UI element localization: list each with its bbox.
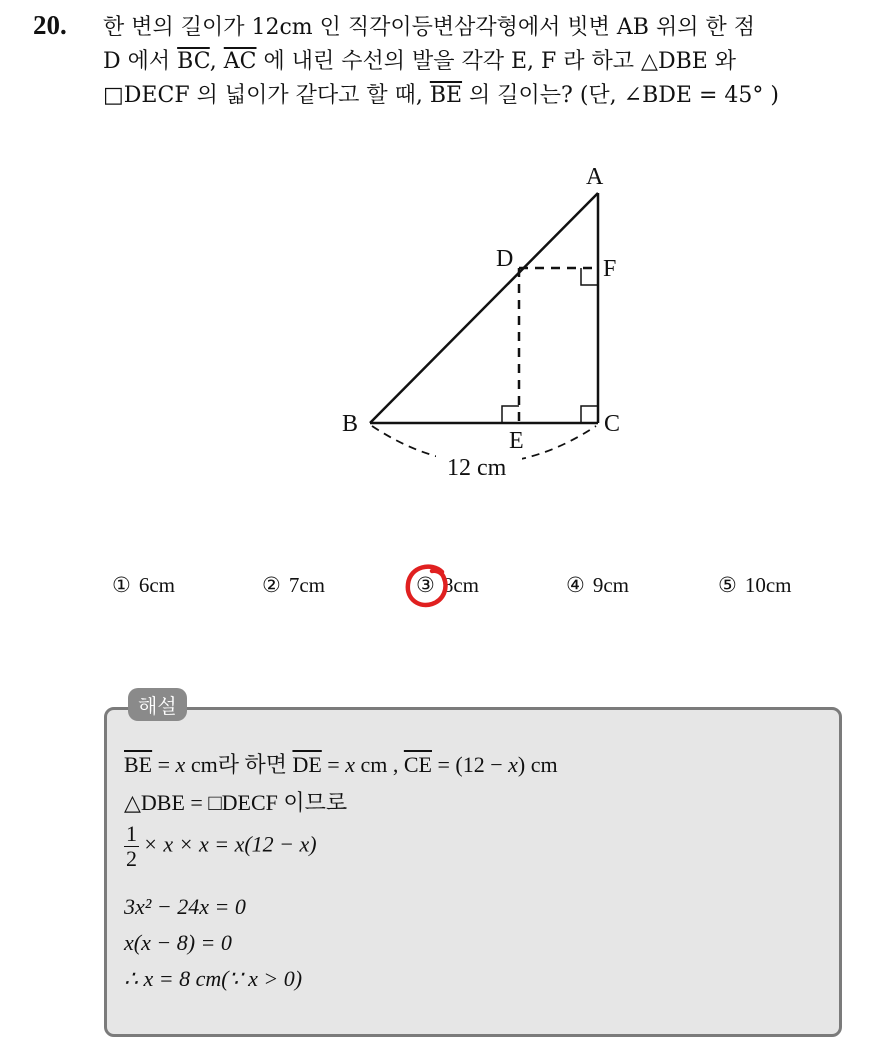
solution-line-4: 3x² − 24x = 0: [124, 894, 246, 919]
choice-4[interactable]: [566, 573, 629, 598]
choice-marker: ②: [262, 573, 281, 597]
sol-text: cm라 하면: [185, 752, 293, 777]
choice-text: 8cm: [442, 573, 479, 597]
question-line-1: 한 변의 길이가 12cm 인 직각이등변삼각형에서 빗변 AB 위의 한 점: [103, 15, 755, 40]
solution-line-1: [124, 748, 558, 779]
sol-text: =: [152, 752, 176, 777]
sol-text: =: [321, 752, 346, 777]
choice-marker: ⑤: [718, 573, 737, 597]
q-text: 의 길이는? (단, ∠BDE = 45° ): [462, 83, 779, 108]
label-e: E: [509, 428, 524, 454]
q-text: D 에서: [103, 49, 178, 74]
segment-bc: $\overline{BC}$: [177, 49, 210, 74]
segment-de: $\overline{DE}$: [292, 752, 322, 777]
question-line-2: [103, 48, 736, 76]
choice-text: 9cm: [592, 573, 629, 597]
label-d: D: [496, 246, 514, 272]
solution-line-3: [124, 822, 317, 871]
q-text: □DECF 의 넓이가 같다고 할 때,: [103, 83, 430, 108]
choice-1[interactable]: [112, 573, 175, 598]
answer-circle-mark: [402, 560, 454, 612]
choice-marker: ④: [566, 573, 585, 597]
question-line-3: [103, 82, 779, 110]
segment-be: $\overline{BE}$: [124, 752, 153, 777]
hypotenuse-ab: [370, 193, 598, 423]
solution-line-2: △DBE = □DECF 이므로: [124, 790, 348, 815]
segment-ce: $\overline{CE}$: [403, 752, 432, 777]
label-f: F: [603, 256, 617, 282]
solution-line-6: ∴ x = 8 cm(∵ x > 0): [124, 966, 303, 991]
choice-text: 6cm: [138, 573, 175, 597]
choice-2[interactable]: [262, 573, 325, 598]
var-x: x: [508, 752, 518, 777]
solution-line-5: x(x − 8) = 0: [124, 930, 232, 955]
triangle-figure: [320, 150, 640, 490]
fraction-denominator: 2: [126, 846, 137, 871]
choice-text: 7cm: [288, 573, 325, 597]
question-number: 20.: [33, 10, 67, 40]
q-text: 에 내린 수선의 발을 각각 E, F 라 하고 △DBE 와: [256, 49, 737, 74]
label-a: A: [586, 164, 604, 190]
right-angle-c: [581, 406, 598, 423]
var-x: x: [175, 752, 186, 777]
choice-text: 10cm: [744, 573, 792, 597]
segment-be: $\overline{BE}$: [429, 83, 463, 108]
right-angle-f: [581, 268, 598, 285]
sol-text: cm ,: [354, 752, 404, 777]
segment-ac: $\overline{AC}$: [223, 49, 257, 74]
solution-tag: 해설: [128, 688, 187, 721]
choice-marker: ①: [112, 573, 131, 597]
choice-marker: ③: [416, 573, 435, 597]
fraction-numerator: 1: [126, 821, 137, 846]
base-length-label: 12 cm: [447, 455, 507, 481]
choice-5[interactable]: [718, 573, 791, 598]
fraction-half: [124, 822, 139, 871]
label-b: B: [342, 411, 359, 437]
sol-text: ) cm: [517, 752, 558, 777]
equation-text: × x × x = x(12 − x): [143, 831, 317, 857]
var-x: x: [345, 752, 355, 777]
label-c: C: [604, 411, 621, 437]
sol-text: = (12 −: [431, 752, 509, 777]
q-text: ,: [209, 49, 224, 74]
right-angle-e: [502, 406, 519, 423]
